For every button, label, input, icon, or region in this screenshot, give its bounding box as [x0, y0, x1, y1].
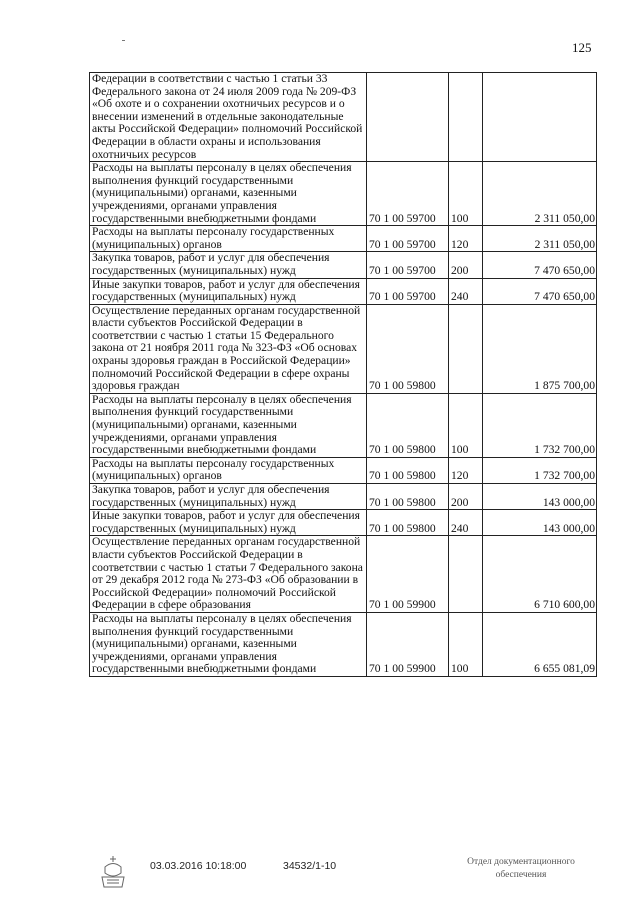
row-name-cell: Осуществление переданных органам государственной власти субъектов Российской Федерации в соответствии с частью 1 статьи 7 Федерального закона от 29 декабря 2012 года № 273-ФЗ «Об образовании в Российской Федерации» полномочий Российской Федерации в сфере образования [90, 536, 367, 613]
row-name-cell: Расходы на выплаты персоналу в целях обеспечения выполнения функций государственными (муниципальными) органами, казенными учреждениями, органами управления государственными внебюджетными фондами [90, 162, 367, 226]
row-name-cell: Федерации в соответствии с частью 1 статьи 33 Федерального закона от 24 июля 2009 года № 209-ФЗ «Об охоте и о сохранении охотничьих ресурсов и о внесении изменений в отдельные законодательные акты Российской Федерации» полномочий Российской Федерации в области охраны и использования охотничьих ресурсов [90, 73, 367, 162]
row-sum-cell: 7 470 650,00 [483, 252, 597, 278]
table-row [90, 457, 597, 483]
table-row [90, 73, 597, 162]
row-name-cell: Расходы на выплаты персоналу государственных (муниципальных) органов [90, 457, 367, 483]
row-name-cell: Расходы на выплаты персоналу в целях обеспечения выполнения функций государственными (муниципальными) органами, казенными учреждениями, органами управления государственными внебюджетными фондами [90, 393, 367, 457]
footer-reg-number: 34532/1-10 [283, 860, 337, 872]
row-vr-cell: 120 [449, 457, 483, 483]
scan-speck [122, 40, 125, 41]
row-code-cell: 70 1 00 59900 [367, 536, 449, 613]
row-sum-cell: 1 875 700,00 [483, 304, 597, 393]
row-code-cell: 70 1 00 59800 [367, 304, 449, 393]
row-sum-cell: 7 470 650,00 [483, 278, 597, 304]
row-name-cell: Осуществление переданных органам государственной власти субъектов Российской Федерации в соответствии с частью 1 статьи 15 Федерального закона от 21 ноября 2011 года № 323-ФЗ «Об основах охраны здоровья граждан в Российской Федерации» полномочий Российской Федерации в сфере охраны здоровья граждан [90, 304, 367, 393]
row-vr-cell: 100 [449, 612, 483, 676]
row-name-cell: Закупка товаров, работ и услуг для обеспечения государственных (муниципальных) нужд [90, 484, 367, 510]
footer-datetime: 03.03.2016 10:18:00 [150, 860, 247, 872]
row-code-cell: 70 1 00 59700 [367, 252, 449, 278]
stamp-line-2: обеспечения [495, 870, 547, 880]
table-row [90, 226, 597, 252]
row-name-cell: Иные закупки товаров, работ и услуг для обеспечения государственных (муниципальных) нужд [90, 278, 367, 304]
row-code-cell: 70 1 00 59800 [367, 457, 449, 483]
row-sum-cell: 1 732 700,00 [483, 457, 597, 483]
row-sum-cell: 143 000,00 [483, 510, 597, 536]
row-name-cell: Расходы на выплаты персоналу в целях обеспечения выполнения функций государственными (муниципальными) органами, казенными учреждениями, органами управления государственными внебюджетными фондами [90, 612, 367, 676]
table-row [90, 393, 597, 457]
table-row [90, 304, 597, 393]
budget-table [89, 72, 597, 677]
table-row [90, 612, 597, 676]
row-sum-cell: 6 710 600,00 [483, 536, 597, 613]
row-vr-cell: 240 [449, 278, 483, 304]
row-vr-cell: 100 [449, 162, 483, 226]
row-name-cell: Расходы на выплаты персоналу государственных (муниципальных) органов [90, 226, 367, 252]
table-row [90, 510, 597, 536]
row-sum-cell: 2 311 050,00 [483, 162, 597, 226]
row-vr-cell: 200 [449, 252, 483, 278]
row-vr-cell [449, 73, 483, 162]
row-vr-cell: 200 [449, 484, 483, 510]
row-code-cell: 70 1 00 59700 [367, 226, 449, 252]
row-vr-cell: 240 [449, 510, 483, 536]
row-code-cell: 70 1 00 59700 [367, 278, 449, 304]
emblem-icon [96, 853, 130, 891]
row-code-cell: 70 1 00 59800 [367, 484, 449, 510]
row-name-cell: Иные закупки товаров, работ и услуг для обеспечения государственных (муниципальных) нужд [90, 510, 367, 536]
row-sum-cell: 1 732 700,00 [483, 393, 597, 457]
row-name-cell: Закупка товаров, работ и услуг для обеспечения государственных (муниципальных) нужд [90, 252, 367, 278]
table-row [90, 252, 597, 278]
row-sum-cell: 6 655 081,09 [483, 612, 597, 676]
row-vr-cell [449, 304, 483, 393]
stamp-line-1: Отдел документационного [467, 857, 575, 867]
row-code-cell: 70 1 00 59700 [367, 162, 449, 226]
row-vr-cell: 120 [449, 226, 483, 252]
row-code-cell: 70 1 00 59900 [367, 612, 449, 676]
page-number: 125 [572, 40, 592, 55]
row-sum-cell: 2 311 050,00 [483, 226, 597, 252]
table-row [90, 278, 597, 304]
department-stamp [446, 856, 596, 882]
row-code-cell [367, 73, 449, 162]
table-row [90, 162, 597, 226]
table-row [90, 536, 597, 613]
row-sum-cell [483, 73, 597, 162]
row-vr-cell: 100 [449, 393, 483, 457]
row-sum-cell: 143 000,00 [483, 484, 597, 510]
row-vr-cell [449, 536, 483, 613]
table-row [90, 484, 597, 510]
row-code-cell: 70 1 00 59800 [367, 510, 449, 536]
row-code-cell: 70 1 00 59800 [367, 393, 449, 457]
